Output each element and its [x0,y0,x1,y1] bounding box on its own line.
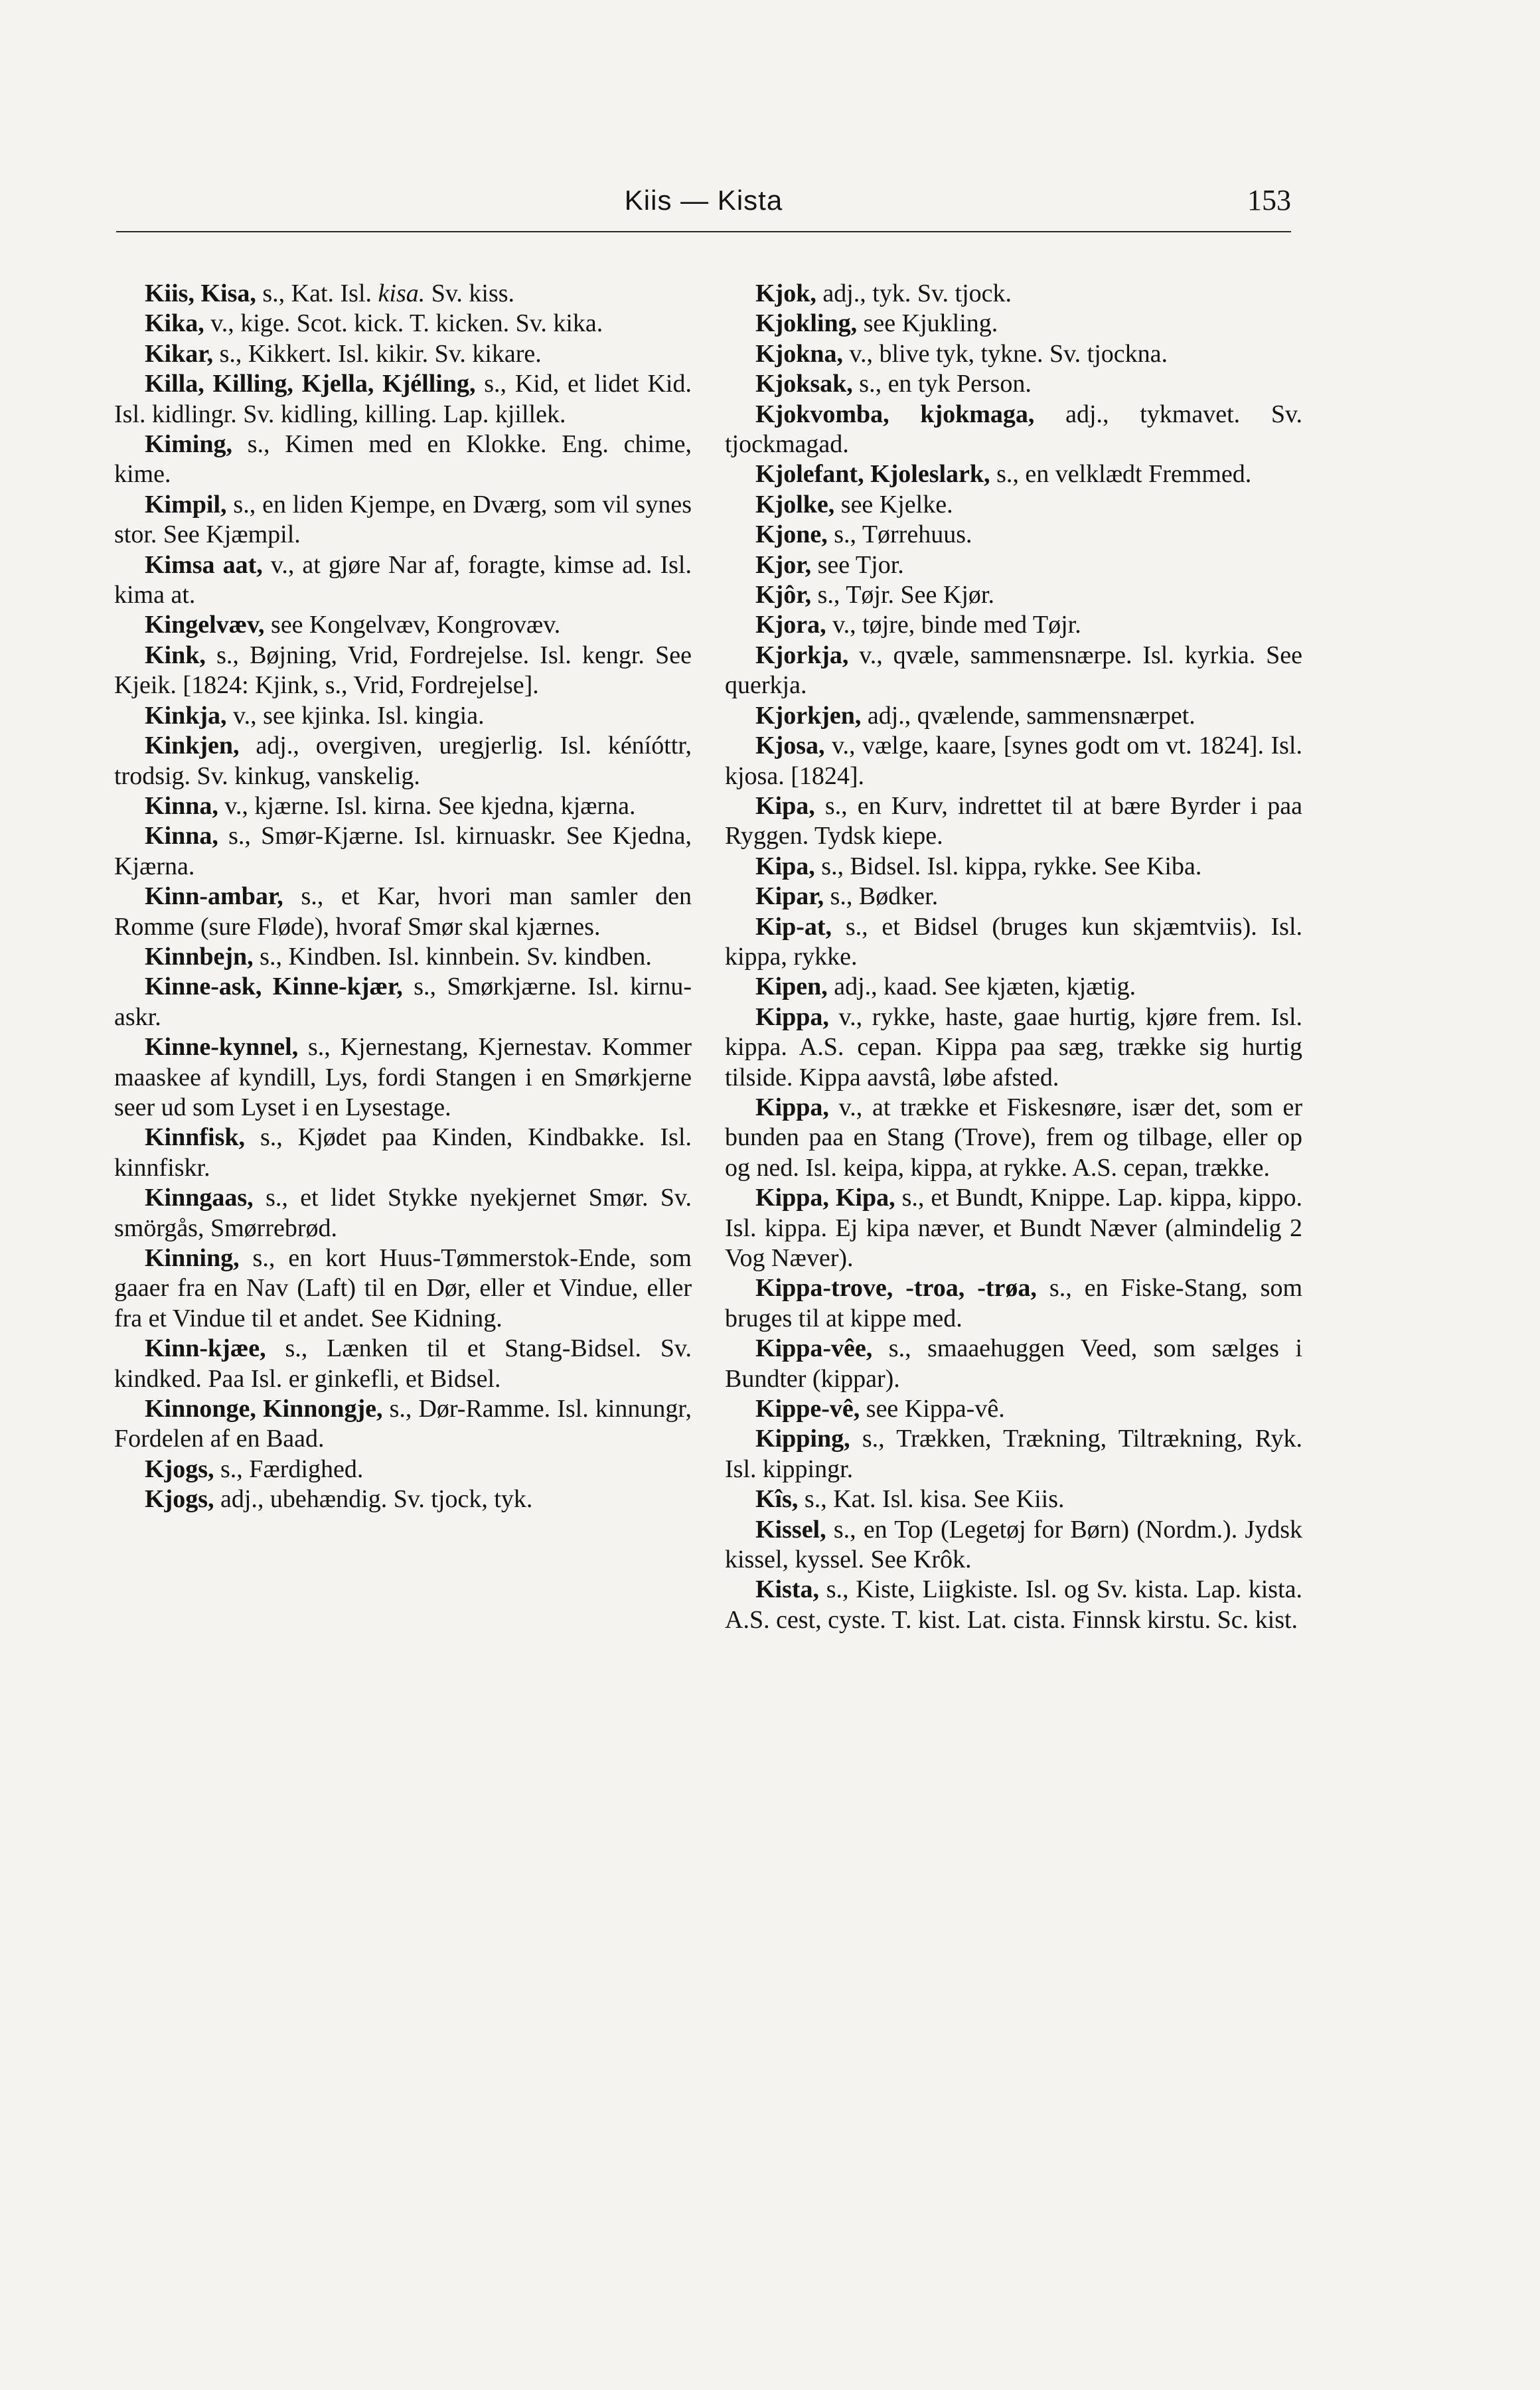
entry-headword: Kjorkja, [755,641,849,669]
dictionary-entry [114,791,692,821]
entry-headword: Kippe-vê, [755,1395,860,1423]
dictionary-entry [725,1394,1302,1424]
entry-definition: s., smaaehuggen Veed, som sælges i Bundter (kippar). [725,1334,1302,1393]
dictionary-entry [114,430,692,490]
entry-definition: s., Lænken til et Stang-Bidsel. Sv. kindked. Paa Isl. er ginkefli, et Bidsel. [114,1334,692,1393]
entry-definition: s., Dør-Ramme. Isl. kinnungr, Fordelen af en Baad. [114,1395,692,1453]
dictionary-entry [114,882,692,942]
dictionary-entry [114,1123,692,1183]
entry-definition: see Kjukling. [857,309,998,338]
entry-definition: s., Kindben. Isl. kinnbein. Sv. kindben. [253,942,652,971]
entry-headword: Kinne-kynnel, [145,1033,299,1062]
dictionary-entry [725,309,1302,339]
dictionary-entry [114,1455,692,1484]
dictionary-entry [725,1424,1302,1484]
dictionary-entry [725,641,1302,701]
entry-headword: Kipping, [755,1425,850,1453]
entry-headword: Kjor, [755,550,812,579]
entry-definition: s., Smørkjærne. Isl. kirnu-askr. [114,973,692,1031]
entry-headword: Kîs, [755,1485,799,1514]
entry-definition: see Kongelvæv, Kongrovæv. [264,611,561,639]
dictionary-entry [725,701,1302,731]
entry-headword: Kippa-vêe, [755,1334,873,1363]
entry-definition: see Kippa-vê. [860,1395,1005,1423]
entry-headword: Kjokvomba, kjokmaga, [755,400,1035,428]
dictionary-entry [114,1484,692,1514]
entry-headword: Kipen, [755,973,828,1001]
dictionary-entry [725,1515,1302,1575]
right-column [725,279,1302,1635]
dictionary-entry [725,520,1302,550]
entry-definition: s., Kikkert. Isl. kikir. Sv. kikare. [213,339,542,368]
entry-definition: see Kjelke. [834,490,953,518]
dictionary-entry [725,791,1302,852]
entry-definition: s., Bøjning, Vrid, Fordrejelse. Isl. kengr. See Kjeik. [1824: Kjink, s., Vrid, Fordrejelse]. [114,641,692,700]
entry-headword: Kiis, Kisa, [145,279,256,307]
entry-definition: s., et Bundt, Knippe. Lap. kippa, kippo. Isl. kippa. Ej kipa næver, et Bundt Næver (almindelig 2 Vog Næver). [725,1184,1302,1272]
entry-definition: adj., tyk. Sv. tjock. [816,279,1012,307]
dictionary-entry [114,1334,692,1394]
dictionary-entry [725,369,1302,399]
entry-headword: Kjolefant, Kjoleslark, [755,460,990,489]
entry-definition: v., tøjre, binde med Tøjr. [826,611,1081,639]
entry-definition: v., rykke, haste, gaae hurtig, kjøre frem. Isl. kippa. A.S. cepan. Kippa paa sæg, trække sig hurtig tilside. Kippa aavstâ, løbe afsted. [725,1002,1302,1091]
entry-etymology: kisa. [378,279,425,307]
entry-headword: Kinne-ask, Kinne-kjær, [145,973,403,1001]
entry-headword: Kipar, [755,882,824,911]
dictionary-entry [114,339,692,369]
entry-headword: Kjogs, [145,1485,214,1514]
entry-definition: adj., tykmavet. Sv. tjockmagad. [725,400,1302,459]
entry-definition: s., Kiste, Liigkiste. Isl. og Sv. kista. Lap. kista. A.S. cest, cyste. T. kist. Lat. cista. Finnsk kirstu. Sc. kist. [725,1575,1302,1634]
entry-headword: Kika, [145,309,204,338]
entry-headword: Kinkja, [145,701,227,730]
entry-headword: Kjokna, [755,339,843,368]
dictionary-entry [114,731,692,791]
dictionary-entry [725,490,1302,520]
entry-headword: Kipa, [755,852,815,880]
entry-definition: adj., qvælende, sammensnærpet. [861,701,1195,730]
entry-headword: Kjone, [755,520,828,549]
entry-headword: Kjora, [755,611,826,639]
dictionary-entry [114,610,692,640]
dictionary-entry [725,339,1302,369]
dictionary-entry [725,1334,1302,1394]
dictionary-entry [725,400,1302,460]
header-rule [116,231,1291,232]
entry-definition: v., qvæle, sammensnærpe. Isl. kyrkia. See querkja. [725,641,1302,700]
entry-definition: s., et Bidsel (bruges kun skjæmtviis). Isl. kippa, rykke. [725,912,1302,971]
entry-headword: Kiming, [145,430,232,459]
entry-definition: s., Smør-Kjærne. Isl. kirnuaskr. See Kjedna, Kjærna. [114,822,692,880]
entry-headword: Kingelvæv, [145,611,265,639]
dictionary-entry [725,580,1302,610]
dictionary-entry [114,641,692,701]
dictionary-entry [725,1484,1302,1514]
entry-headword: Kjokling, [755,309,858,338]
entry-headword: Kinnfisk, [145,1123,246,1152]
entry-definition: s., en liden Kjempe, en Dværg, som vil synes stor. See Kjæmpil. [114,490,692,549]
entry-headword: Kinngaas, [145,1184,254,1212]
entry-definition: s., Kjødet paa Kinden, Kindbakke. Isl. kinnfiskr. [114,1123,692,1182]
entry-definition: adj., overgiven, uregjerlig. Isl. kéníóttr, trodsig. Sv. kinkug, vanskelig. [114,732,692,790]
dictionary-entry [725,1575,1302,1635]
dictionary-entry [114,1032,692,1123]
entry-headword: Kissel, [755,1515,826,1544]
dictionary-entry [725,279,1302,309]
entry-definition: s., en tyk Person. [852,370,1032,398]
entry-headword: Kippa, [755,1093,829,1121]
dictionary-entry [114,942,692,972]
entry-definition: s., et Kar, hvori man samler den Romme (sure Fløde), hvoraf Smør skal kjærnes. [114,882,692,941]
entry-headword: Kippa, Kipa, [755,1184,895,1212]
dictionary-entry [725,882,1302,912]
dictionary-entry [114,1394,692,1455]
entry-definition: s., Kat. Isl. [256,279,378,307]
entry-definition: s., Trækken, Trækning, Tiltrækning, Ryk. Isl. kippingr. [725,1425,1302,1483]
dictionary-entry [725,1183,1302,1273]
entry-headword: Kimpil, [145,490,227,518]
entry-definition: adj., kaad. See kjæten, kjætig. [827,973,1136,1001]
entry-definition: s., en Top (Legetøj for Børn) (Nordm.). Jydsk kissel, kyssel. See Krôk. [725,1515,1302,1574]
entry-headword: Kista, [755,1575,820,1604]
entry-definition: s., Færdighed. [214,1455,364,1483]
entry-definition: v., see kjinka. Isl. kingia. [226,701,485,730]
entry-headword: Kjorkjen, [755,701,862,730]
entry-definition: s., Bidsel. Isl. kippa, rykke. See Kiba. [814,852,1202,880]
entry-definition: adj., ubehændig. Sv. tjock, tyk. [214,1485,533,1514]
dictionary-entry [114,821,692,882]
dictionary-entry [725,610,1302,640]
entry-headword: Kippa-trove, -troa, -trøa, [755,1274,1037,1303]
entry-headword: Kinnbejn, [145,942,254,971]
entry-definition: s., en velklædt Fremmed. [990,460,1252,489]
entry-definition: s., et lidet Stykke nyekjernet Smør. Sv. smörgås, Smørrebrød. [114,1184,692,1242]
dictionary-entry [114,1183,692,1243]
dictionary-entry [725,912,1302,973]
dictionary-entry [114,490,692,550]
entry-headword: Kimsa aat, [145,550,263,579]
left-column [114,279,692,1515]
dictionary-entry [114,1243,692,1334]
dictionary-entry [725,550,1302,580]
entry-headword: Kjoksak, [755,370,853,398]
entry-definition: v., blive tyk, tykne. Sv. tjockna. [842,339,1168,368]
entry-headword: Killa, Killing, Kjella, Kjélling, [145,370,476,398]
dictionary-entry [725,459,1302,489]
entry-headword: Kinning, [145,1244,240,1272]
dictionary-entry [114,550,692,611]
entry-definition: s., Tøjr. See Kjør. [811,581,994,609]
entry-definition: s., Kat. Isl. kisa. See Kiis. [798,1485,1065,1514]
entry-definition: s., en Fiske-Stang, som bruges til at kippe med. [725,1274,1303,1332]
entry-definition: v., at trække et Fiskesnøre, især det, som er bunden paa en Stang (Trove), frem og tilbage, eller op og ned. Isl. keipa, kippa, at rykke. A.S. cepan, trække. [725,1093,1302,1182]
entry-headword: Kjôr, [755,581,812,609]
entry-headword: Kjogs, [145,1455,214,1483]
entry-headword: Kjosa, [755,732,825,760]
dictionary-entry [114,369,692,430]
dictionary-entry [725,852,1302,882]
entry-headword: Kjolke, [755,490,835,518]
dictionary-entry [114,972,692,1032]
dictionary-entry [114,279,692,309]
entry-definition: s., en kort Huus-Tømmerstok-Ende, som gaaer fra en Nav (Laft) til en Dør, eller et Vindue, eller fra et Vindue til et andet. See Kidning. [114,1244,692,1332]
dictionary-entry [725,1273,1302,1334]
dictionary-entry [114,309,692,339]
dictionary-entry [725,972,1302,1002]
entry-headword: Kjok, [755,279,816,307]
entry-headword: Kip-at, [755,912,832,941]
entry-definition: see Tjor. [811,550,904,579]
entry-definition: v., kige. Scot. kick. T. kicken. Sv. kika. [204,309,603,338]
entry-headword: Kink, [145,641,206,669]
page-header [116,183,1291,218]
dictionary-entry [114,701,692,731]
entry-definition-rest: Sv. kiss. [425,279,515,307]
entry-headword: Kippa, [755,1002,829,1031]
entry-definition: s., Tørrehuus. [827,520,972,549]
entry-headword: Kinkjen, [145,732,240,760]
dictionary-entry [725,1093,1302,1183]
entry-definition: v., at gjøre Nar af, foragte, kimse ad. Isl. kima at. [114,550,692,609]
entry-definition: s., Bødker. [824,882,939,911]
entry-headword: Kikar, [145,339,214,368]
entry-headword: Kipa, [755,791,815,820]
entry-definition: s., Kjernestang, Kjernestav. Kommer maaskee af kyndill, Lys, fordi Stangen i en Smørkjerne seer ud som Lyset i en Lysestage. [114,1033,692,1121]
entry-headword: Kinna, [145,791,218,820]
entry-definition: s., Kid, et lidet Kid. Isl. kidlingr. Sv. kidling, killing. Lap. kjillek. [114,370,692,428]
entry-headword: Kinnonge, Kinnongje, [145,1395,383,1423]
entry-definition: s., Kimen med en Klokke. Eng. chime, kime. [114,430,692,489]
dictionary-entry [725,1002,1302,1093]
entry-definition: v., kjærne. Isl. kirna. See kjedna, kjærna. [218,791,636,820]
entry-definition: s., en Kurv, indrettet til at bære Byrder i paa Ryggen. Tydsk kiepe. [725,791,1302,850]
running-head: Kiis — Kista [624,185,783,216]
entry-headword: Kinn-kjæe, [145,1334,266,1363]
dictionary-entry [725,731,1302,791]
page-number: 153 [1247,184,1291,216]
entry-headword: Kinn-ambar, [145,882,283,911]
entry-definition: v., vælge, kaare, [synes godt om vt. 1824]. Isl. kjosa. [1824]. [725,732,1302,790]
entry-headword: Kinna, [145,822,218,850]
